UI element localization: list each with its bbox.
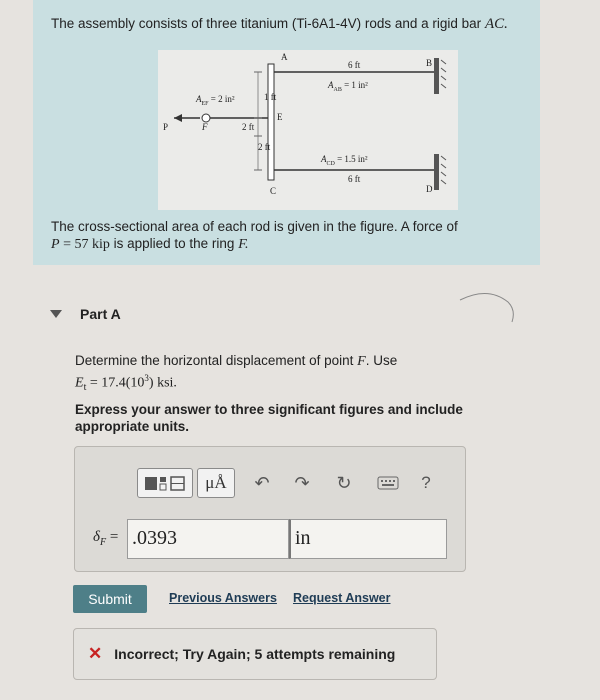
label-d: D [426, 184, 433, 194]
dim-1ft: 1 ft [264, 92, 277, 102]
feedback-text: Incorrect; Try Again; 5 attempts remaining [114, 646, 396, 662]
undo-icon[interactable]: ↶ [254, 472, 270, 493]
request-answer-link[interactable]: Request Answer [293, 591, 391, 605]
area-cd: $A_{CD} = 1.5$ in² [321, 154, 368, 167]
assembly-figure [158, 50, 458, 210]
submit-button[interactable]: Submit [73, 585, 147, 613]
label-b: B [426, 58, 433, 68]
problem-statement [33, 0, 540, 265]
problem-title: The assembly consists of three titanium (Ti-6A1-4V) rods and a rigid bar AC. [51, 16, 508, 32]
answer-toolbar [137, 467, 441, 499]
collapse-triangle-icon[interactable] [50, 310, 62, 318]
question-text: Determine the horizontal displacement of point F. Use $E_t = 17.4(10^3)$ ksi. [75, 353, 398, 394]
previous-answers-link[interactable]: Previous Answers [169, 591, 277, 605]
decorative-curve-icon [458, 288, 518, 328]
answer-instruction: Express your answer to three significant figures and include appropriate units. [75, 402, 463, 434]
incorrect-x-icon: ✕ [88, 644, 103, 663]
part-label: Part A [80, 306, 121, 322]
answer-box [74, 446, 466, 572]
help-icon[interactable]: ? [421, 473, 431, 492]
label-c: C [270, 186, 277, 196]
answer-units-input[interactable]: in [289, 519, 447, 559]
label-f: F [202, 122, 208, 132]
dim-2ft-a: 2 ft [242, 122, 255, 132]
dim-bottom: 6 ft [348, 174, 361, 184]
answer-label: $\delta_F$ = [93, 529, 119, 548]
label-a: A [281, 52, 288, 62]
area-ef: $A_{EF} = 2$ in² [196, 94, 235, 107]
area-ab: $A_{AB} = 1$ in² [328, 80, 368, 93]
templates-icon [143, 474, 187, 492]
answer-value-input[interactable]: .0393 [127, 519, 289, 559]
units-button[interactable]: μÅ [197, 468, 235, 498]
feedback-message [73, 628, 437, 680]
dim-top: 6 ft [348, 60, 361, 70]
part-a-toggle[interactable] [50, 306, 121, 322]
problem-description: The cross-sectional area of each rod is given in the figure. A force of P = 57 kip is applied to the ring F. [51, 219, 458, 252]
keyboard-icon[interactable] [373, 468, 403, 498]
templates-button[interactable] [137, 468, 193, 498]
dim-2ft-b: 2 ft [258, 142, 271, 152]
label-p: P [163, 122, 169, 132]
redo-icon[interactable]: ↷ [294, 472, 310, 493]
label-e: E [277, 112, 283, 122]
reset-icon[interactable]: ↻ [336, 472, 352, 493]
